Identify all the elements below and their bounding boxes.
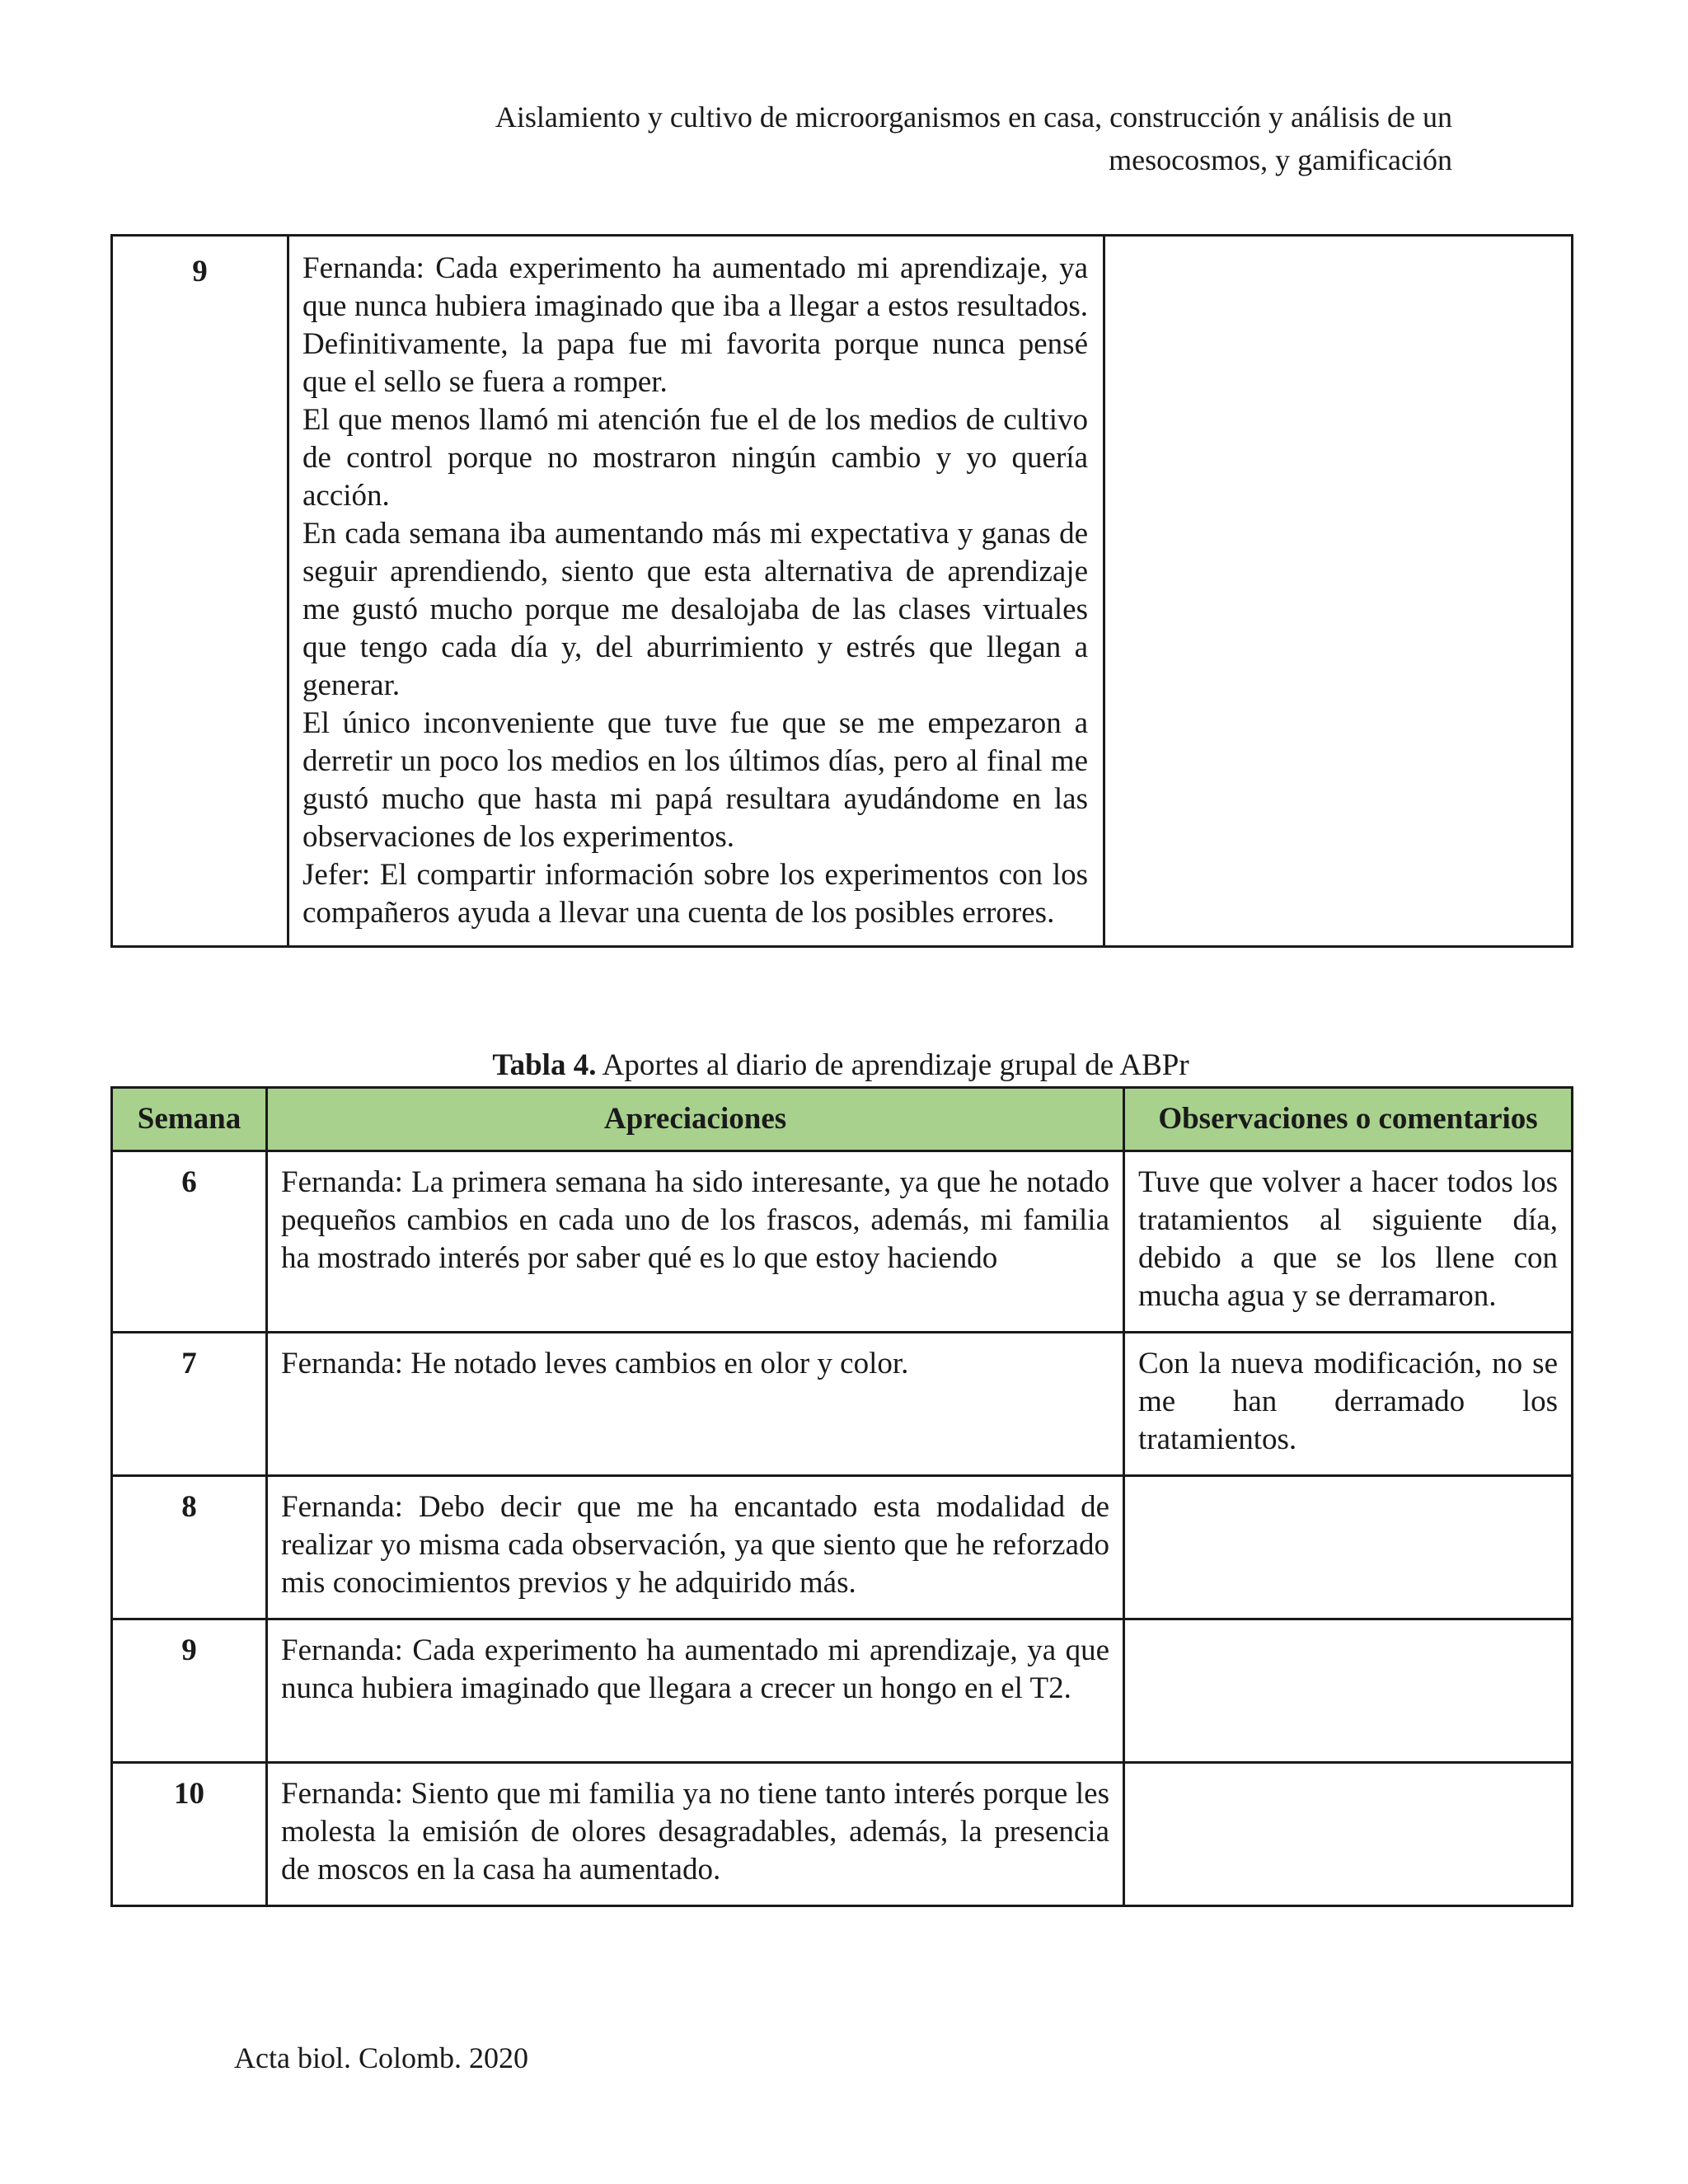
- comment-cell: [1124, 1619, 1573, 1763]
- week-cell: 6: [112, 1151, 267, 1333]
- header-week: Semana: [112, 1088, 267, 1151]
- paragraph: En cada semana iba aumentando más mi expectativa y ganas de seguir aprendiendo, siento que esta alternativa de aprendizaje me gustó mucho porque me desalojaba de las clases virtuales que tengo cada día y, del aburrimiento y estrés que llegan a generar.: [302, 517, 1088, 702]
- paragraph: El que menos llamó mi atención fue el de los medios de cultivo de control porque no mostraron ningún cambio y yo quería acción.: [302, 403, 1088, 513]
- journal-footer: Acta biol. Colomb. 2020: [234, 2041, 528, 2074]
- week-cell: 9: [112, 1619, 267, 1763]
- week-cell: 8: [112, 1476, 267, 1619]
- appreciation-cell: Fernanda: La primera semana ha sido interesante, ya que he notado pequeños cambios en cada uno de los frascos, además, mi familia ha mostrado interés por saber qué es lo que estoy haciendo: [267, 1151, 1124, 1333]
- caption-text: Aportes al diario de aprendizaje grupal de ABPr: [596, 1048, 1189, 1082]
- comment-cell: Tuve que volver a hacer todos los tratamientos al siguiente día, debido a que se los llene con mucha agua y se derramaron.: [1124, 1151, 1573, 1333]
- caption-label: Tabla 4.: [492, 1048, 597, 1082]
- appreciation-cell: Fernanda: Debo decir que me ha encantado esta modalidad de realizar yo misma cada observación, ya que siento que he reforzado mis conocimientos previos y he adquirido más.: [267, 1476, 1124, 1619]
- appreciation-cell: Fernanda: Siento que mi familia ya no tiene tanto interés porque les molesta la emisión de olores desagradables, además, la presencia de moscos en la casa ha aumentado.: [267, 1763, 1124, 1906]
- week-cell: 7: [112, 1333, 267, 1476]
- paragraph: Jefer: El compartir información sobre los experimentos con los compañeros ayuda a llevar una cuenta de los posibles errores.: [302, 858, 1088, 930]
- comment-cell: [1124, 1476, 1573, 1619]
- header-comments: Observaciones o comentarios: [1124, 1088, 1573, 1151]
- paragraph: El único inconveniente que tuve fue que se me empezaron a derretir un poco los medios en los últimos días, pero al final me gustó mucho que hasta mi papá resultara ayudándome en las observaciones de los experimentos.: [302, 706, 1088, 854]
- table-row: [112, 1333, 1573, 1476]
- comment-cell: [1124, 1763, 1573, 1906]
- table-caption: [110, 1047, 1571, 1085]
- appreciation-cell: Fernanda: Cada experimento ha aumentado mi aprendizaje, ya que nunca hubiera imaginado que llegara a crecer un hongo en el T2.: [267, 1619, 1124, 1763]
- appreciation-cell: Fernanda: He notado leves cambios en olor y color.: [267, 1333, 1124, 1476]
- week-cell: 9: [112, 236, 288, 947]
- comment-cell: [1104, 236, 1573, 947]
- comment-cell: Con la nueva modificación, no se me han derramado los tratamientos.: [1124, 1333, 1573, 1476]
- header-appreciations: Apreciaciones: [267, 1088, 1124, 1151]
- table-row: [112, 1476, 1573, 1619]
- table-row: [112, 236, 1573, 947]
- table-header-row: [112, 1088, 1573, 1151]
- continued-table: [110, 234, 1573, 948]
- week-cell: 10: [112, 1763, 267, 1906]
- table-4: [110, 1086, 1573, 1907]
- table-row: [112, 1151, 1573, 1333]
- running-header-line-2: mesocosmos, y gamificación: [1109, 143, 1452, 176]
- table-row: [112, 1619, 1573, 1763]
- table-row: [112, 1763, 1573, 1906]
- appreciation-cell: [288, 236, 1104, 947]
- running-header-line-1: Aislamiento y cultivo de microorganismos en casa, construcción y análisis de un: [495, 101, 1452, 134]
- paragraph: Fernanda: Cada experimento ha aumentado mi aprendizaje, ya que nunca hubiera imaginado que iba a llegar a estos resultados. Definitivamente, la papa fue mi favorita porque nunca pensé que el sello se fuera a romper.: [302, 251, 1088, 399]
- running-header: [247, 96, 1452, 181]
